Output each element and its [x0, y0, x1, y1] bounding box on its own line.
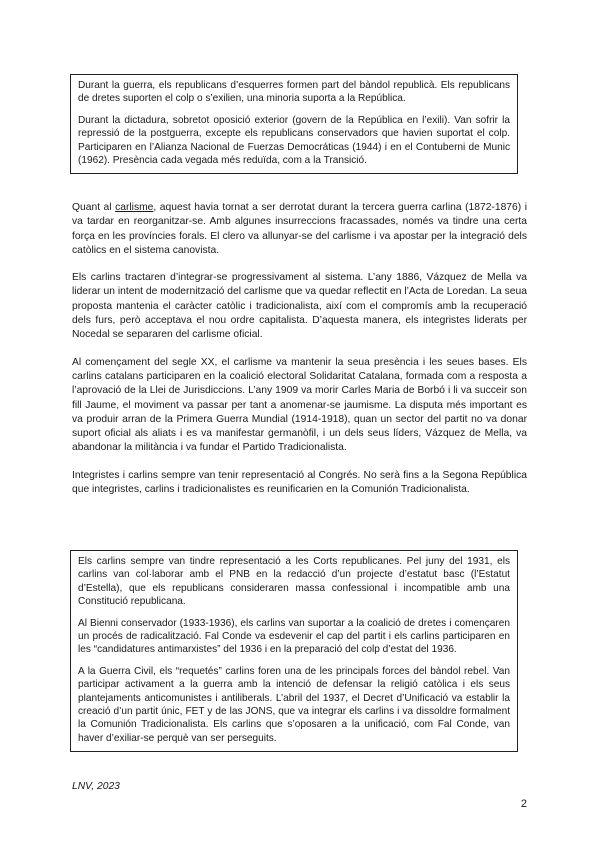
summary-box-carlins — [70, 550, 518, 752]
main-text — [72, 201, 527, 510]
summary-box-republicans — [70, 74, 518, 174]
paragraph-integristes: Integristes i carlins sempre van tenir representació al Congrés. No serà fins a la Segona República que integristes, carlins i tradicionalistes es reunificarien en la Comunión Tradicionalista. — [72, 469, 527, 496]
paragraph-segle-xx: Al començament del segle XX, el carlisme va mantenir la seua presència i les seues bases. Els carlins catalans participaren en la coalició electoral Solidaritat Catalana, formada com a resposta a l’aprovació de la Llei de Jurisdiccions. L’any 1909 va morir Carles Maria de Borbó i li va succeir son fill Jaume, el moviment va passar per tant a anomenar-se jaumisme. La disputa més important es va produir arran de la Primera Guerra Mundial (1914-1918), quan un sector del partit no va donar suport oficial als aliats i es va manifestar germanòfil, i un dels seus líders, Vázquez de Mella, va abandonar la militància i va fundar el Partido Tradicionalista. — [72, 356, 527, 454]
box2-paragraph-3: A la Guerra Civil, els “requetés” carlins foren una de les principals forces del bàndol rebel. Van participar activament a la guerra amb la intenció de defensar la religió catòlica i els seus plantejaments anticomunistes i antiliberals. L’abril del 1937, el Decret d’Unificació va establir la creació d’un partit únic, FET y de las JONS, que va integrar els carlins i va dissoldre formalment la Comunión Tradicionalista. Els carlins que s’oposaren a la unificació, com Fal Conde, van haver d’exiliar-se perquè van ser perseguits. — [78, 665, 510, 744]
box2-paragraph-1: Els carlins sempre van tindre representació a les Corts republicanes. Pel juny del 1931, els carlins van col·laborar amb el PNB en la redacció d’un projecte d’estatut basc (l’Estatut d’Estella), que els republicans consideraren massa confessional i incompatible amb una Constitució republicana. — [78, 556, 510, 608]
page-number: 2 — [520, 798, 527, 810]
paragraph-carlisme-intro — [72, 201, 527, 258]
box2-paragraph-2: Al Bienni conservador (1933-1936), els carlins van suportar a la coalició de dretes i començaren un procés de radicalització. Fal Conde va esdevenir el cap del partit i els carlins participaren en les “candidatures antimarxistes” del 1936 i en la preparació del colp d’estat del 1936. — [78, 617, 510, 656]
p1-rest: , aquest havia tornat a ser derrotat durant la tercera guerra carlina (1872-1876) i va tardar en reorganitzar-se. Amb algunes insurreccions fracassades, només va tindre una certa força en les províncies forals. El clero va allunyar-se del carlisme i va apostar per la integració dels catòlics en el sistema canovista. — [72, 202, 527, 256]
box1-paragraph-2: Durant la dictadura, sobretot oposició exterior (govern de la República en l’exili). Van sofrir la repressió de la postguerra, excepte els republicans conservadors que havien suportat el colp. Participaren en l’Alianza Nacional de Fuerzas Democráticas (1944) i en el Contuberni de Munic (1962). Presència cada vegada més reduïda, com a la Transició. — [78, 114, 510, 167]
p1-lead: Quant al — [72, 202, 116, 213]
carlisme-link[interactable]: carlisme — [115, 202, 154, 213]
box1-paragraph-1: Durant la guerra, els republicans d’esquerres formen part del bàndol republicà. Els republicans de dretes suporten el colp o s’exilien, una minoria suporta a la República. — [78, 80, 510, 105]
author-signature: LNV, 2023 — [72, 781, 120, 792]
paragraph-integration: Els carlins tractaren d’integrar-se progressivament al sistema. L’any 1886, Vázquez de Mella va liderar un intent de modernització del carlisme que va quedar reflectit en l’Acta de Loredan. La seua proposta mantenia el caràcter catòlic i tradicionalista, així com el compromís amb la recuperació dels furs, però acceptava el nou ordre capitalista. D’aquesta manera, els integristes liderats per Nocedal se separaren del carlisme oficial. — [72, 272, 527, 341]
